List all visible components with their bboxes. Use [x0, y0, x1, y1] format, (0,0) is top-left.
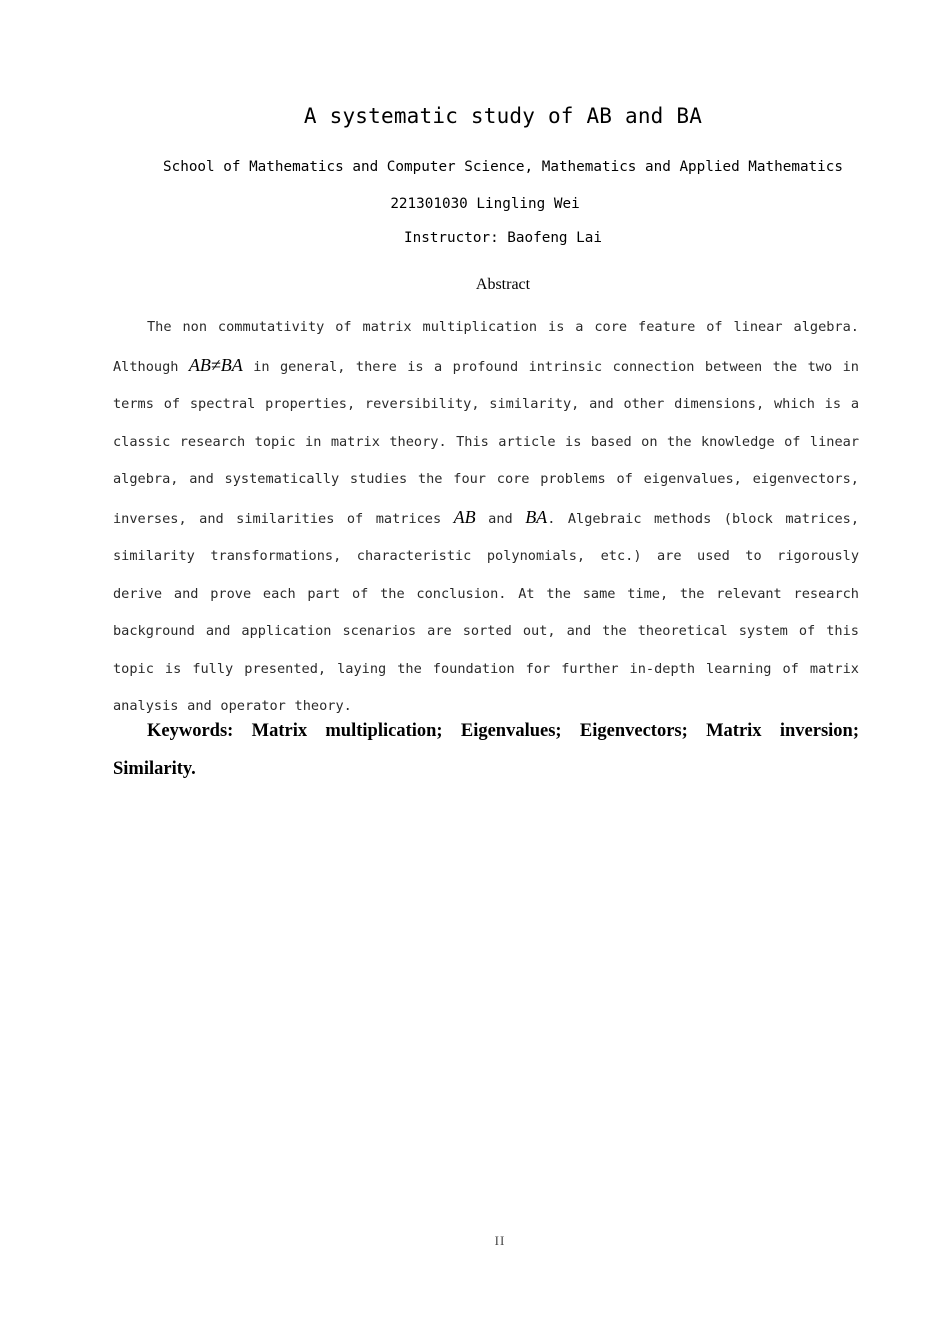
keywords: Keywords: Matrix multiplication; Eigenvalues; Eigenvectors; Matrix inversion; Similarity. [113, 721, 859, 779]
abstract-text-part2: in general, there is a profound intrinsic connection between the two in terms of spectral properties, reversibility, similarity, and other dimensions, which is a classic research topic in matrix theory. This article is based on the knowledge of linear algebra, and systematically studies the four core problems of eigenvalues, eigenvectors, inverses, and similarities of matrices [113, 358, 859, 527]
math-ba: BA [525, 506, 548, 527]
paper-title: A systematic study of AB and BA [303, 104, 703, 128]
math-ab-neq-ba: AB≠BA [188, 354, 243, 375]
math-ab: AB [453, 506, 476, 527]
page-number: II [494, 1233, 506, 1248]
affiliation: School of Mathematics and Computer Science, Mathematics and Applied Mathematics [163, 159, 843, 175]
abstract-text-part3: and [475, 510, 526, 527]
instructor-line: Instructor: Baofeng Lai [404, 230, 602, 246]
abstract-text-part4: . Algebraic methods (block matrices, similarity transformations, characteristic polynomials, etc.) are used to rigorously derive and prove each part of the conclusion. At the same time, the relevant research background and application scenarios are sorted out, and the theoretical system of this topic is fully presented, laying the foundation for further in-depth learning of matrix analysis and operator theory. [113, 510, 859, 714]
abstract-text-part1: The non commutativity of matrix multiplication is a core feature of linear algebra. Although [113, 319, 859, 375]
abstract-heading: Abstract [475, 276, 531, 293]
abstract-body [113, 309, 859, 726]
author-line: 221301030 Lingling Wei [390, 196, 580, 212]
